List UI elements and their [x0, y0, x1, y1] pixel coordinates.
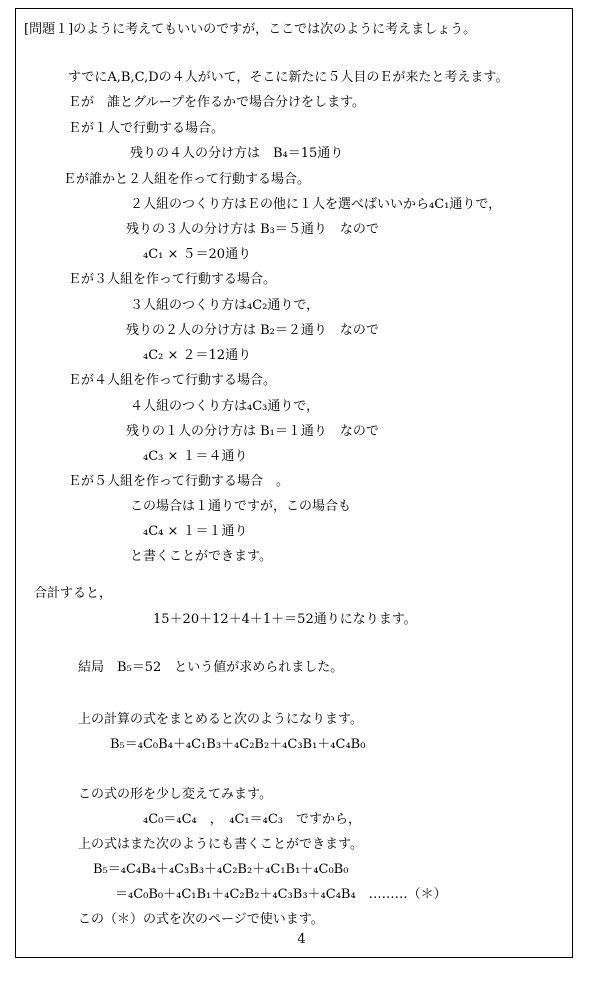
case-3-heading: Ｅが３人組を作って行動する場合。 — [68, 272, 277, 287]
setup-line: すでにA,B,C,Dの４人がいて，そこに新たに５人目のＥが来たと考えます。 — [68, 70, 509, 85]
case-5-conclusion: と書くことができます。 — [130, 549, 272, 564]
case-3-rest: 残りの２人の分け方は B₂＝２通り なので — [126, 323, 379, 338]
page-number: 4 — [297, 932, 306, 947]
summary-intro: 上の計算の式をまとめると次のようになります。 — [78, 712, 363, 727]
rewrite-formula-2: ＝₄C₀B₀＋₄C₁B₁＋₄C₂B₂＋₄C₃B₃＋₄C₄B₄ ………（＊） — [115, 887, 447, 902]
case-2-rest: 残りの３人の分け方は B₃＝５通り なので — [126, 222, 379, 237]
rewrite-formula-1: B₅＝₄C₄B₄＋₄C₃B₃＋₄C₂B₂＋₄C₁B₁＋₄C₀B₀ — [93, 862, 349, 877]
case-3-result: ₄C₂ × ２＝12通り — [143, 348, 252, 363]
case-4-groups: ４人組のつくり方は₄C₃通りで， — [130, 399, 320, 414]
case-1-count: 残りの４人の分け方は B₄＝15通り — [130, 146, 344, 161]
total-heading: 合計すると， — [34, 586, 113, 601]
case-5-result: ₄C₄ × １＝１通り — [143, 524, 248, 539]
case-4-result: ₄C₃ × １＝４通り — [143, 449, 248, 464]
case-4-rest: 残りの１人の分け方は B₁＝１通り なので — [126, 424, 379, 439]
summary-formula: B₅＝₄C₀B₄＋₄C₁B₃＋₄C₂B₂＋₄C₃B₁＋₄C₄B₀ — [110, 737, 366, 752]
closing-line: この（＊）の式を次のページで使います。 — [78, 912, 324, 927]
result-line: 結局 B₅＝52 という値が求められました。 — [78, 660, 344, 675]
case-2-heading: Ｅが誰かと２人組を作って行動する場合。 — [63, 172, 311, 187]
intro-line: [問題１]のように考えてもいいのですが，ここでは次のように考えましょう。 — [24, 22, 477, 37]
symmetry-identity: ₄C₀＝₄C₄ ， ₄C₁＝₄C₃ ですから， — [143, 812, 361, 827]
case-2-pairs: ２人組のつくり方はＥの他に１人を選べばいいから₄C₁通りで， — [130, 197, 502, 212]
case-1-heading: Ｅが１人で行動する場合。 — [68, 121, 225, 136]
case-5-heading: Ｅが５人組を作って行動する場合 。 — [68, 474, 290, 489]
case-2-result: ₄C₁ × ５＝20通り — [143, 247, 252, 262]
case-3-groups: ３人組のつくり方は₄C₂通りで， — [130, 298, 320, 313]
case-4-heading: Ｅが４人組を作って行動する場合。 — [68, 373, 277, 388]
rewrite-intro: 上の式はまた次のようにも書くことができます。 — [78, 837, 363, 852]
case-split-line: Ｅが 誰とグループを作るかで場合分けをします。 — [68, 95, 365, 110]
transform-intro: この式の形を少し変えてみます。 — [78, 787, 272, 802]
total-sum: 15＋20＋12＋4＋1＋＝52通りになります。 — [153, 612, 417, 627]
case-5-note: この場合は１通りですが，この場合も — [130, 499, 352, 514]
